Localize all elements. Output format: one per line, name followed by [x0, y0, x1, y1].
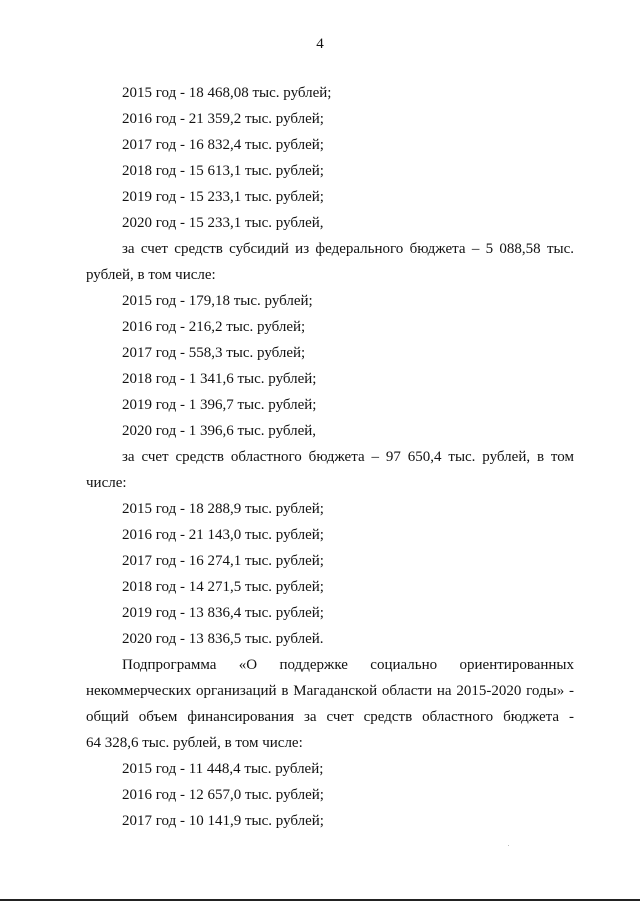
subprogram-year-line: 2017 год - 10 141,9 тыс. рублей; — [122, 813, 324, 829]
federal-year-line: 2018 год - 1 341,6 тыс. рублей; — [122, 371, 317, 387]
federal-year-line: 2015 год - 179,18 тыс. рублей; — [122, 293, 313, 309]
funding-year-line: 2017 год - 16 832,4 тыс. рублей; — [122, 137, 324, 153]
funding-year-line: 2020 год - 15 233,1 тыс. рублей, — [122, 215, 324, 231]
document-body — [86, 80, 574, 834]
regional-year-line: 2016 год - 21 143,0 тыс. рублей; — [122, 527, 324, 543]
regional-year-line: 2020 год - 13 836,5 тыс. рублей. — [122, 631, 324, 647]
federal-year-line: 2017 год - 558,3 тыс. рублей; — [122, 345, 306, 361]
subprogram-year-line: 2015 год - 11 448,4 тыс. рублей; — [122, 761, 324, 777]
subprogram-paragraph-line4: 64 328,6 тыс. рублей, в том числе: — [86, 735, 303, 751]
subprogram-paragraph-line2: некоммерческих организаций в Магаданской области на 2015-2020 годы» - — [86, 683, 574, 699]
scan-speck — [508, 845, 509, 846]
funding-year-line: 2019 год - 15 233,1 тыс. рублей; — [122, 189, 324, 205]
regional-budget-paragraph-line1: за счет средств областного бюджета – 97 650,4 тыс. рублей, в том — [122, 449, 574, 465]
regional-year-line: 2017 год - 16 274,1 тыс. рублей; — [122, 553, 324, 569]
regional-year-line: 2019 год - 13 836,4 тыс. рублей; — [122, 605, 324, 621]
federal-year-line: 2020 год - 1 396,6 тыс. рублей, — [122, 423, 317, 439]
funding-year-line: 2018 год - 15 613,1 тыс. рублей; — [122, 163, 324, 179]
page-number: 4 — [316, 36, 324, 52]
regional-budget-paragraph-line2: числе: — [86, 475, 127, 491]
subprogram-paragraph-line1: Подпрограмма «О поддержке социально ориентированных — [122, 657, 574, 673]
page-bottom-edge — [0, 899, 640, 901]
federal-year-line: 2019 год - 1 396,7 тыс. рублей; — [122, 397, 317, 413]
funding-year-line: 2015 год - 18 468,08 тыс. рублей; — [122, 85, 332, 101]
subprogram-paragraph-line3: общий объем финансирования за счет средств областного бюджета - — [86, 709, 574, 725]
federal-budget-paragraph-line1: за счет средств субсидий из федерального бюджета – 5 088,58 тыс. — [122, 241, 574, 257]
federal-year-line: 2016 год - 216,2 тыс. рублей; — [122, 319, 306, 335]
regional-year-line: 2015 год - 18 288,9 тыс. рублей; — [122, 501, 324, 517]
funding-year-line: 2016 год - 21 359,2 тыс. рублей; — [122, 111, 324, 127]
regional-year-line: 2018 год - 14 271,5 тыс. рублей; — [122, 579, 324, 595]
federal-budget-paragraph-line2: рублей, в том числе: — [86, 267, 216, 283]
subprogram-year-line: 2016 год - 12 657,0 тыс. рублей; — [122, 787, 324, 803]
